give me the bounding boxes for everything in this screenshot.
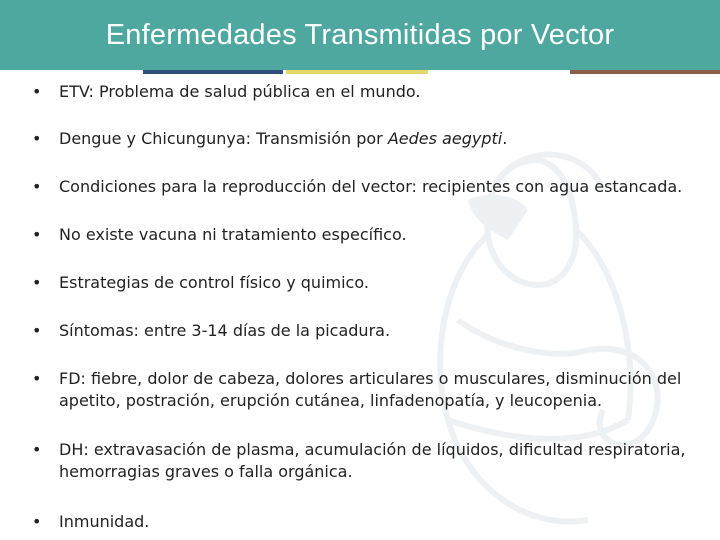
- bullet-text: DH: extravasación de plasma, acumulación de líquidos, dificultad respiratoria, hemorragias graves o falla orgánica.: [59, 440, 686, 481]
- bullet-glyph: •: [32, 321, 42, 340]
- slide-title: Enfermedades Transmitidas por Vector: [105, 18, 615, 51]
- bullet-item: [32, 81, 702, 103]
- bullet-text: Inmunidad.: [59, 512, 150, 531]
- bullet-glyph: •: [32, 177, 42, 196]
- bullet-glyph: •: [32, 512, 42, 531]
- bullet-glyph: •: [32, 129, 42, 148]
- bullet-glyph: •: [32, 82, 42, 101]
- bullet-text-part: Dengue y Chicungunya: Transmisión por: [59, 129, 388, 148]
- bullet-glyph: •: [32, 440, 42, 459]
- bullet-text: No existe vacuna ni tratamiento específico.: [59, 225, 407, 244]
- bullet-item: [32, 368, 702, 412]
- bullet-text: FD: fiebre, dolor de cabeza, dolores articulares o musculares, disminución del apetito, postración, erupción cutánea, linfadenopatía, y leucopenia.: [59, 369, 682, 410]
- bullet-item: [32, 439, 702, 483]
- bullet-glyph: •: [32, 273, 42, 292]
- bullet-text-part: .: [502, 129, 508, 148]
- bullet-item: [32, 272, 702, 294]
- bullet-item: [32, 128, 702, 150]
- bullet-text: Síntomas: entre 3-14 días de la picadura.: [59, 321, 391, 340]
- bullet-item: [32, 176, 702, 198]
- bullet-item: [32, 511, 702, 533]
- bullet-glyph: •: [32, 369, 42, 388]
- bullet-text: Condiciones para la reproducción del vector: recipientes con agua estancada.: [59, 177, 683, 196]
- bullet-text: ETV: Problema de salud pública en el mundo.: [59, 82, 421, 101]
- bullet-item: [32, 320, 702, 342]
- bullet-text: Estrategias de control físico y quimico.: [59, 273, 369, 292]
- bullet-text: [59, 128, 702, 150]
- bullet-item: [32, 224, 702, 246]
- bullet-glyph: •: [32, 225, 42, 244]
- species-name: Aedes aegypti: [387, 129, 503, 148]
